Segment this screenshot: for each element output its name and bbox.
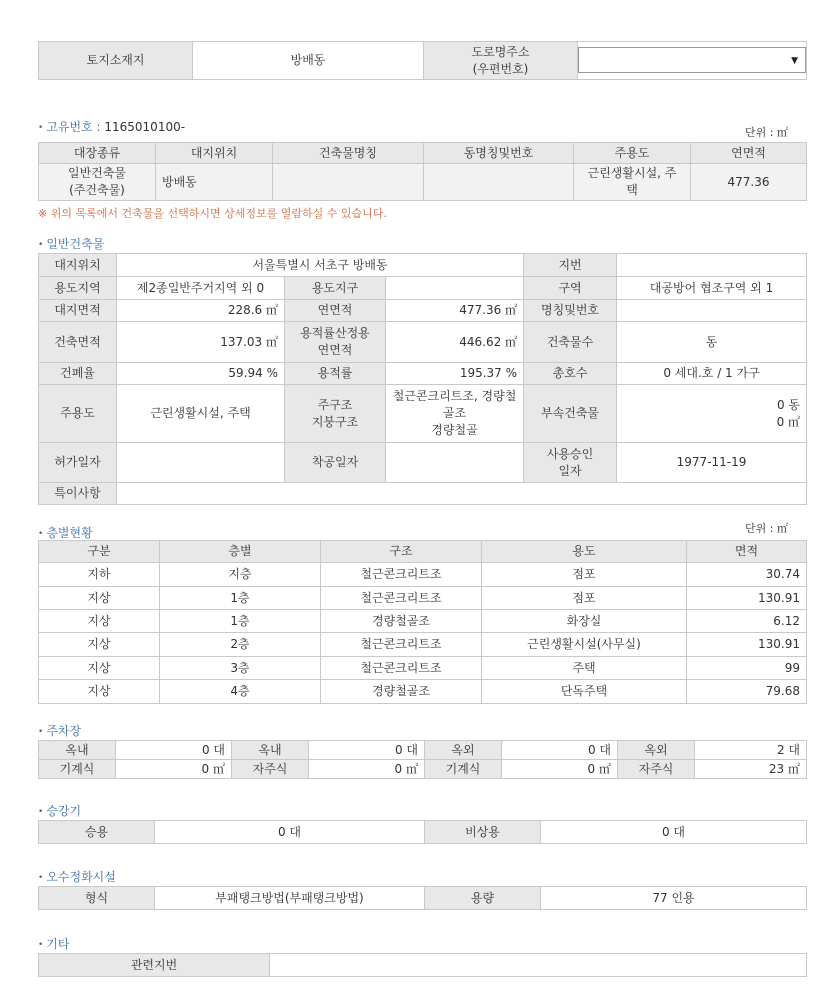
bullet-icon: • (38, 940, 44, 950)
register-row[interactable] (39, 164, 807, 201)
structure-value: 철근콘크리트조, 경량철 골조 경량철골 (386, 385, 524, 443)
related-lot-label: 관련지번 (39, 954, 270, 977)
floor-category: 지상 (39, 680, 160, 704)
floor-category: 지상 (39, 610, 160, 633)
floor-structure: 철근콘크리트조 (321, 563, 482, 587)
land-location-value: 방배동 (193, 42, 424, 80)
passenger-value: 0 대 (155, 821, 425, 844)
table-row (39, 657, 807, 680)
indoor-self-count: 0 대 (309, 741, 425, 760)
elevator-table (38, 820, 807, 844)
table-row (39, 680, 807, 704)
register-site[interactable]: 방배동 (156, 164, 273, 201)
jibun-label: 지번 (524, 254, 617, 277)
special-label: 특이사항 (39, 483, 117, 505)
total-area-label: 연면적 (285, 300, 386, 322)
sewage-type-label: 형식 (39, 887, 155, 910)
mechanical-label: 기계식 (39, 760, 116, 779)
header-area: 면적 (687, 541, 807, 563)
unique-number: • 고유번호 : 1165010100- (38, 120, 186, 134)
jibun-value (617, 254, 807, 277)
building-count-value: 동 (617, 322, 807, 363)
area-value: 대공방어 협조구역 외 1 (617, 277, 807, 300)
section-title-general: • 일반건축물 (38, 237, 105, 251)
floor-level: 4층 (160, 680, 321, 704)
special-value (117, 483, 807, 505)
self-parking-label: 자주식 (618, 760, 695, 779)
sewage-table (38, 886, 807, 910)
land-area-label: 대지면적 (39, 300, 117, 322)
area-label: 구역 (524, 277, 617, 300)
related-lot-value (270, 954, 807, 977)
start-date-value (386, 443, 524, 483)
chevron-down-icon: ▼ (791, 56, 798, 66)
main-use-label: 주용도 (39, 385, 117, 443)
bcr-label: 건폐율 (39, 363, 117, 385)
section-title-sewage: • 오수정화시설 (38, 870, 116, 884)
table-row (39, 610, 807, 633)
header-total-area: 연면적 (691, 143, 807, 164)
emergency-value: 0 대 (541, 821, 807, 844)
floor-area: 30.74 (687, 563, 807, 587)
outdoor-self-count: 2 대 (695, 741, 807, 760)
table-row (39, 563, 807, 587)
site-value: 서울특별시 서초구 방배동 (117, 254, 524, 277)
floor-area: 99 (687, 657, 807, 680)
structure-label: 주구조 지붕구조 (285, 385, 386, 443)
building-name-value (617, 300, 807, 322)
section-title-floors: • 층별현황 (38, 526, 93, 540)
table-row (39, 587, 807, 610)
header-site: 대지위치 (156, 143, 273, 164)
floor-structure: 철근콘크리트조 (321, 657, 482, 680)
header-dong: 동명칭및번호 (424, 143, 574, 164)
total-area-value: 477.36 ㎡ (386, 300, 524, 322)
table-row (39, 633, 807, 657)
floor-category: 지상 (39, 657, 160, 680)
floor-use: 주택 (482, 657, 687, 680)
far-value: 195.37 % (386, 363, 524, 385)
start-date-label: 착공일자 (285, 443, 386, 483)
floor-level: 지층 (160, 563, 321, 587)
header-use: 용도 (482, 541, 687, 563)
floor-level: 2층 (160, 633, 321, 657)
floor-structure: 철근콘크리트조 (321, 587, 482, 610)
bullet-icon: • (38, 873, 44, 883)
floor-structure: 경량철골조 (321, 680, 482, 704)
far-label: 용적률 (285, 363, 386, 385)
floor-use: 근린생활시설(사무실) (482, 633, 687, 657)
register-area[interactable]: 477.36 (691, 164, 807, 201)
header-register-type: 대장종류 (39, 143, 156, 164)
approval-date-label: 사용승인 일자 (524, 443, 617, 483)
road-address-select[interactable] (578, 47, 806, 73)
mechanical-label: 기계식 (425, 760, 502, 779)
annex-value: 0 동 0 ㎡ (617, 385, 807, 443)
indoor-label: 옥내 (232, 741, 309, 760)
header-main-use: 주용도 (574, 143, 691, 164)
register-list-table (38, 142, 807, 201)
passenger-label: 승용 (39, 821, 155, 844)
floor-area: 130.91 (687, 633, 807, 657)
unique-number-value: 1165010100- (104, 120, 186, 134)
floor-area: 6.12 (687, 610, 807, 633)
bullet-icon: • (38, 727, 44, 737)
floor-use: 화장실 (482, 610, 687, 633)
zone-value: 제2종일반주거지역 외 0 (117, 277, 285, 300)
floor-use: 점포 (482, 587, 687, 610)
emergency-label: 비상용 (425, 821, 541, 844)
outdoor-label: 옥외 (618, 741, 695, 760)
outdoor-mech-area: 0 ㎡ (502, 760, 618, 779)
annex-label: 부속건축물 (524, 385, 617, 443)
district-label: 용도지구 (285, 277, 386, 300)
floor-use: 점포 (482, 563, 687, 587)
floor-use: 단독주택 (482, 680, 687, 704)
bcr-value: 59.94 % (117, 363, 285, 385)
outdoor-self-area: 23 ㎡ (695, 760, 807, 779)
header-structure: 구조 (321, 541, 482, 563)
section-title-parking: • 주차장 (38, 724, 82, 738)
floor-category: 지상 (39, 587, 160, 610)
bullet-icon: • (38, 240, 44, 250)
floor-category: 지상 (39, 633, 160, 657)
building-area-label: 건축면적 (39, 322, 117, 363)
floor-structure: 철근콘크리트조 (321, 633, 482, 657)
section-title-elevator: • 승강기 (38, 804, 82, 818)
indoor-self-area: 0 ㎡ (309, 760, 425, 779)
bullet-icon: • (38, 807, 44, 817)
building-count-label: 건축물수 (524, 322, 617, 363)
floor-area: 79.68 (687, 680, 807, 704)
floor-structure: 경량철골조 (321, 610, 482, 633)
etc-table (38, 953, 807, 977)
land-location-label: 토지소재지 (39, 42, 193, 80)
permit-date-value (117, 443, 285, 483)
permit-date-label: 허가일자 (39, 443, 117, 483)
register-type[interactable]: 일반건축물 (주건축물) (39, 164, 156, 201)
header-floor: 층별 (160, 541, 321, 563)
sewage-capacity-value: 77 인용 (541, 887, 807, 910)
floor-level: 3층 (160, 657, 321, 680)
building-name-label: 명칭및번호 (524, 300, 617, 322)
register-use[interactable]: 근린생활시설, 주 택 (574, 164, 691, 201)
floor-category: 지하 (39, 563, 160, 587)
households-value: 0 세대.호 / 1 가구 (617, 363, 807, 385)
floor-level: 1층 (160, 587, 321, 610)
indoor-label: 옥내 (39, 741, 116, 760)
bullet-icon: • (38, 123, 44, 133)
land-area-value: 228.6 ㎡ (117, 300, 285, 322)
site-label: 대지위치 (39, 254, 117, 277)
register-name[interactable] (273, 164, 424, 201)
header-building-name: 건축물명칭 (273, 143, 424, 164)
far-area-value: 446.62 ㎡ (386, 322, 524, 363)
approval-date-value: 1977-11-19 (617, 443, 807, 483)
unit-label: 단위 : ㎡ (745, 522, 788, 535)
unit-label: 단위 : ㎡ (745, 126, 788, 139)
outdoor-label: 옥외 (425, 741, 502, 760)
self-parking-label: 자주식 (232, 760, 309, 779)
bullet-icon: • (38, 529, 44, 539)
sewage-type-value: 부패탱크방법(부패탱크방법) (155, 887, 425, 910)
floor-area: 130.91 (687, 587, 807, 610)
selection-note: ※ 위의 목록에서 건축물을 선택하시면 상세정보를 열람하실 수 있습니다. (38, 207, 387, 220)
building-area-value: 137.03 ㎡ (117, 322, 285, 363)
main-use-value: 근린생활시설, 주택 (117, 385, 285, 443)
zone-label: 용도지역 (39, 277, 117, 300)
households-label: 총호수 (524, 363, 617, 385)
district-value (386, 277, 524, 300)
general-building-table (38, 253, 807, 505)
road-address-label: 도로명주소 (우편번호) (424, 42, 578, 80)
far-area-label: 용적률산정용 연면적 (285, 322, 386, 363)
header-category: 구분 (39, 541, 160, 563)
register-dong[interactable] (424, 164, 574, 201)
indoor-mech-count: 0 대 (116, 741, 232, 760)
section-title-etc: • 기타 (38, 937, 70, 951)
outdoor-mech-count: 0 대 (502, 741, 618, 760)
sewage-capacity-label: 용량 (425, 887, 541, 910)
floor-level: 1층 (160, 610, 321, 633)
floor-table (38, 540, 807, 704)
parking-table (38, 740, 807, 779)
indoor-mech-area: 0 ㎡ (116, 760, 232, 779)
